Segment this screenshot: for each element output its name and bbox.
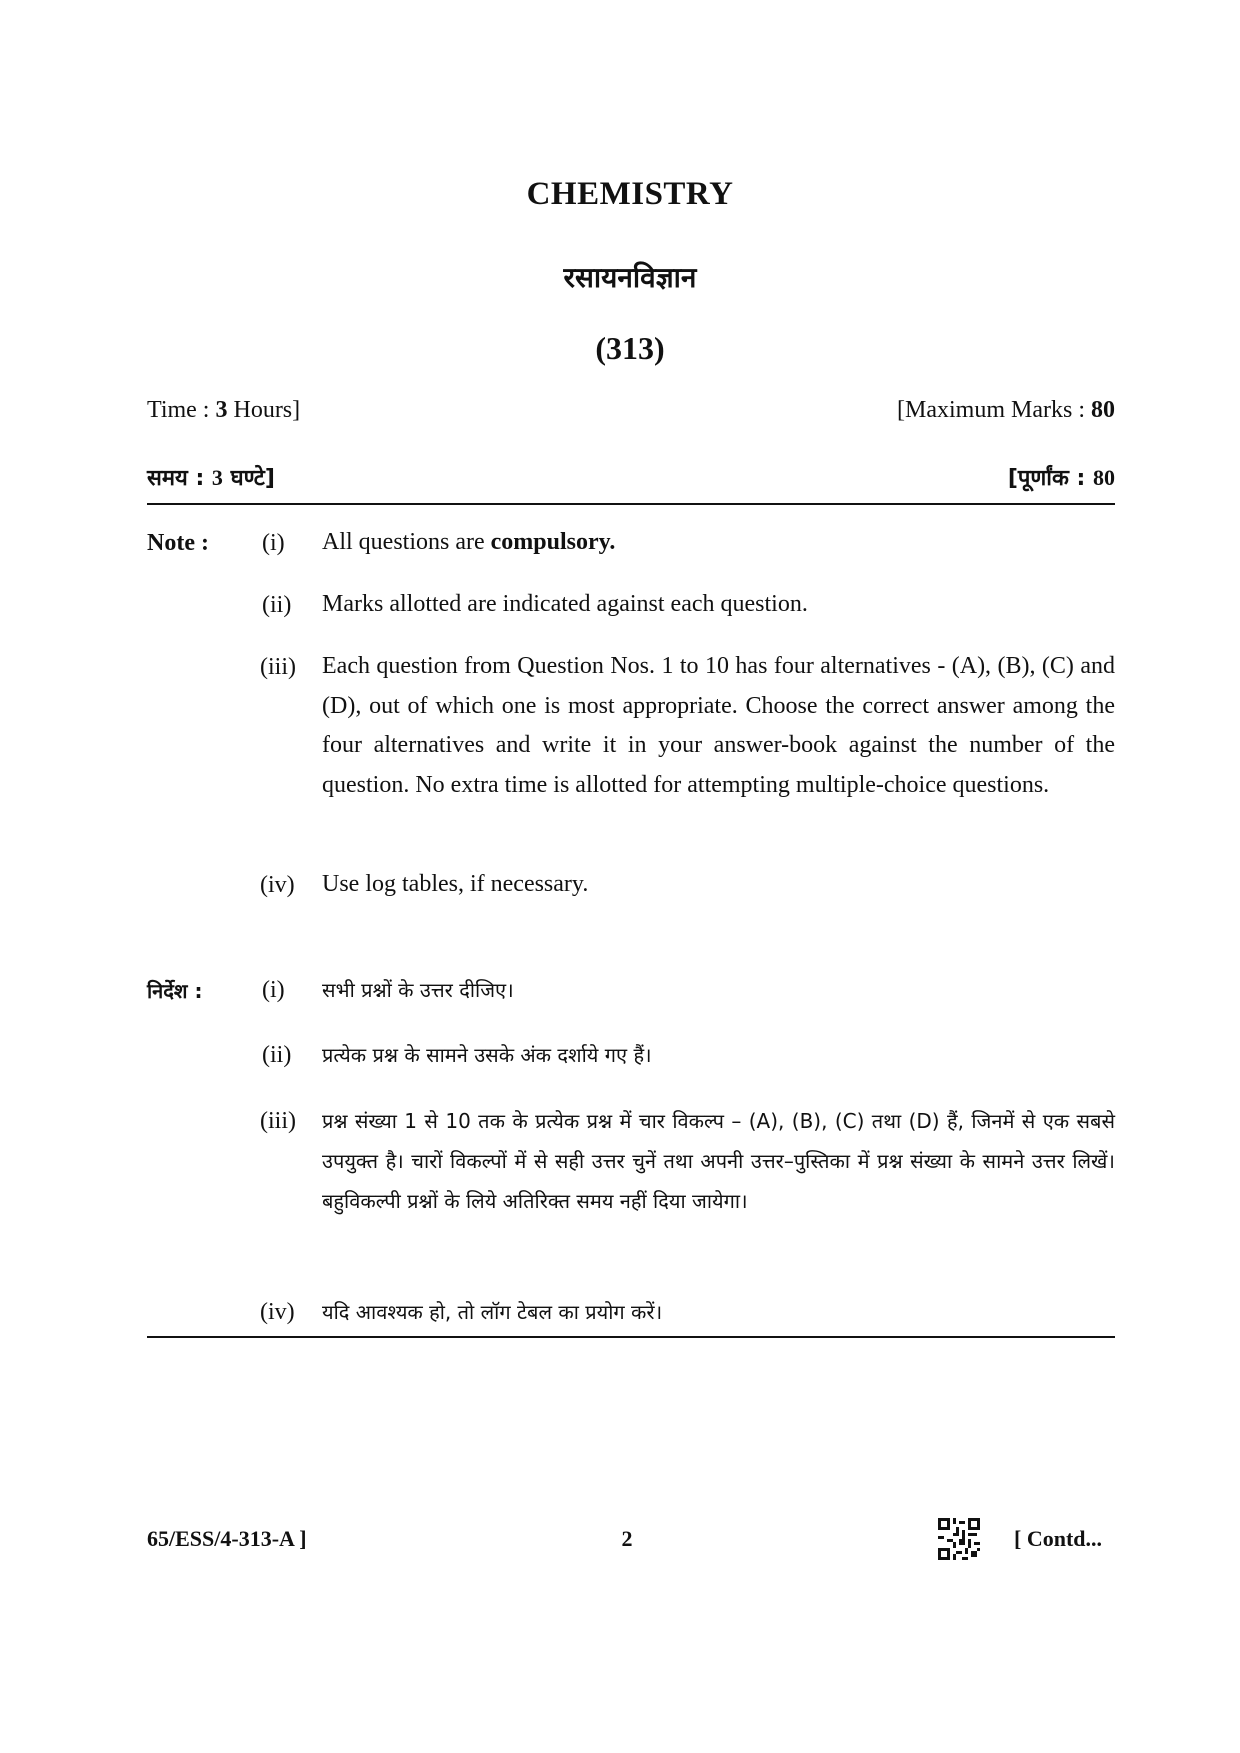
note-num: (iii) — [260, 1108, 296, 1134]
marks-label-hindi: [पूर्णांक : — [1007, 466, 1086, 491]
note-item-hindi: सभी प्रश्नों के उत्तर दीजिए। — [322, 978, 514, 1002]
continued-label: [ Contd... — [1014, 1526, 1103, 1551]
note-item: Use log tables, if necessary. — [322, 871, 589, 897]
note-num: (iv) — [260, 872, 295, 898]
note-item-hindi: प्रश्न संख्या 1 से 10 तक के प्रत्येक प्रश्न में चार विकल्प – (A), (B), (C) तथा (D) हैं, जिनमें से एक सबसे उपयुक्त है। चारों विकल्पों में से सही उत्तर चुनें तथा अपनी उत्तर–पुस्तिका में प्रश्न संख्या के सामने उत्तर लिखें। बहुविकल्पी प्रश्नों के लिये अतिरिक्त समय नहीं दिया जायेगा। — [322, 1109, 1115, 1213]
note-label: Note : — [147, 530, 209, 556]
subject-code: (313) — [595, 330, 665, 366]
divider — [147, 503, 1115, 505]
note-item: Marks allotted are indicated against each question. — [322, 591, 808, 617]
time-info — [147, 397, 300, 424]
note-item: All questions are compulsory. — [322, 529, 616, 555]
page-title-hindi: रसायनविज्ञान — [563, 261, 697, 294]
time-value-hindi: 3 — [211, 465, 223, 490]
note-num: (ii) — [262, 592, 292, 618]
time-unit: Hours] — [233, 397, 301, 423]
time-marks-row-en — [147, 397, 1115, 424]
note-num: (i) — [262, 977, 285, 1003]
note-num: (iv) — [260, 1299, 295, 1325]
time-label-hindi: समय : — [147, 466, 205, 491]
note-item-hindi: प्रत्येक प्रश्न के सामने उसके अंक दर्शाये गए हैं। — [322, 1043, 652, 1067]
divider — [147, 1336, 1115, 1338]
note-item-hindi: यदि आवश्यक हो, तो लॉग टेबल का प्रयोग करें। — [322, 1300, 663, 1324]
note-item: Each question from Question Nos. 1 to 10 has four alternatives - (A), (B), (C) and (D), out of which one is most appropriate. Choose the correct answer among the four alternatives and write it in your answer-book against the number of the question. No extra time is allotted for attempting multiple-choice questions. — [322, 653, 1115, 798]
qr-code-icon — [938, 1518, 980, 1560]
marks-value-hindi: 80 — [1093, 465, 1115, 490]
marks-info-hindi — [1008, 462, 1115, 492]
time-unit-hindi: घण्टे] — [230, 466, 275, 491]
time-value: 3 — [215, 397, 228, 423]
note-label-hindi: निर्देश : — [147, 979, 203, 1003]
marks-label: [Maximum Marks : — [897, 397, 1085, 423]
note-num: (ii) — [262, 1042, 292, 1068]
paper-code: 65/ESS/4-313-A ] — [147, 1526, 307, 1551]
time-info-hindi — [147, 462, 275, 492]
marks-value: 80 — [1091, 397, 1115, 423]
time-marks-row-hi — [147, 462, 1115, 492]
note-num: (iii) — [260, 654, 296, 680]
note-num: (i) — [262, 530, 285, 556]
page-number: 2 — [621, 1526, 633, 1551]
time-label: Time : — [147, 397, 210, 423]
page-title: CHEMISTRY — [526, 176, 734, 212]
marks-info — [897, 397, 1115, 424]
